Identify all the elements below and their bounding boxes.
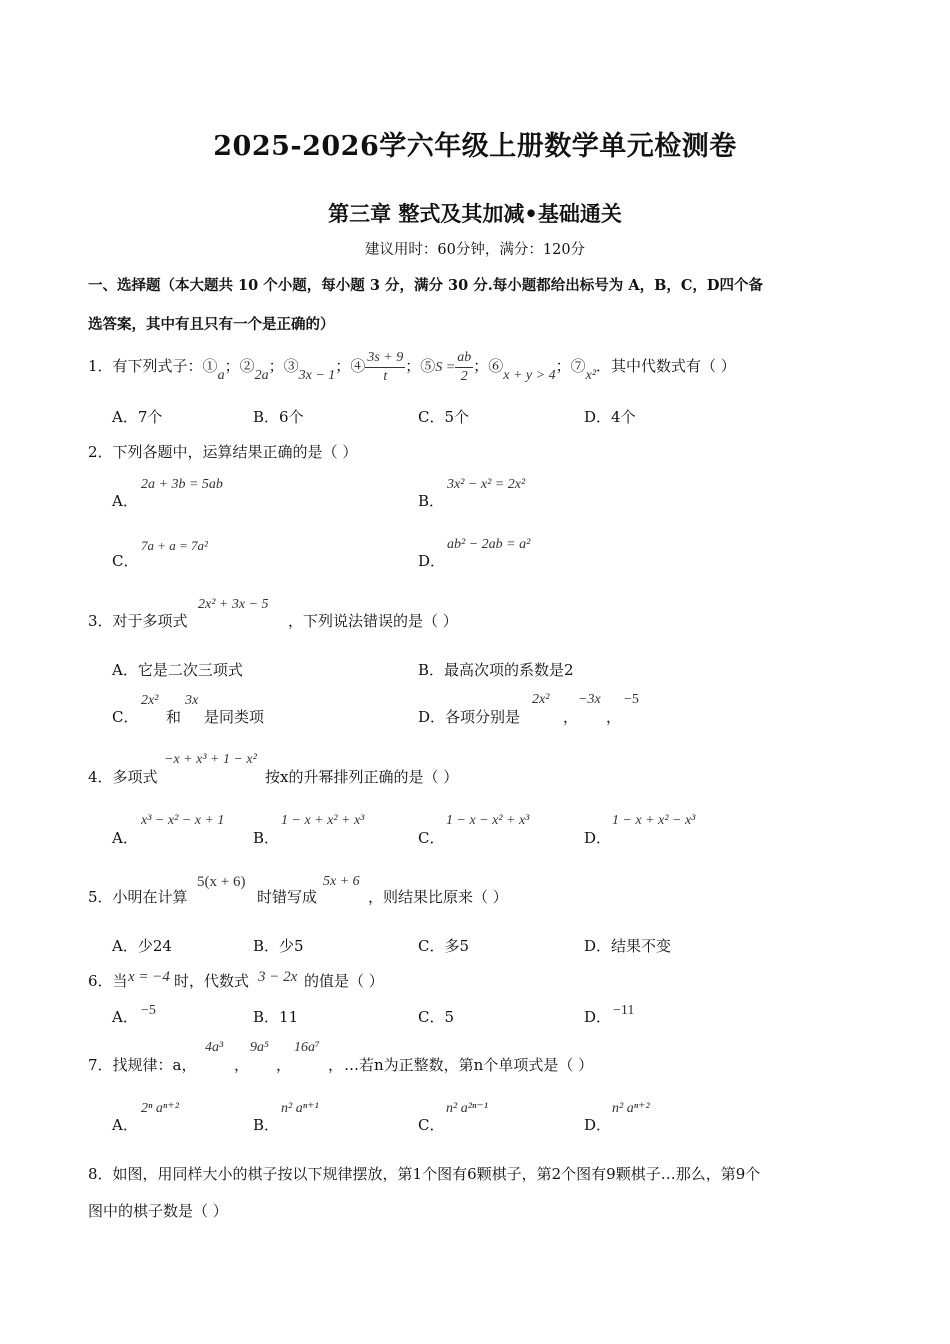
q6-condition: x = −4 bbox=[128, 969, 170, 985]
q1-circle-2: ② bbox=[239, 357, 255, 375]
q1-sep: ； bbox=[473, 357, 489, 375]
q1-expr-7: x² bbox=[585, 368, 597, 383]
q1-fraction-4 bbox=[365, 349, 405, 386]
q5-mid: 时错写成 bbox=[257, 888, 318, 906]
q1-option-a: A．7个 bbox=[112, 408, 163, 426]
q6-option-d-label: D． bbox=[584, 1008, 612, 1026]
q2-option-c-expr: 7a + a = 7a² bbox=[141, 538, 208, 553]
q1-expr-5-lhs: S = bbox=[435, 360, 456, 375]
q1-sep: ； bbox=[224, 357, 240, 375]
q3-option-a: A．它是二次三项式 bbox=[112, 661, 243, 679]
fraction-numerator: 3s + 9 bbox=[365, 349, 405, 368]
q1-fraction-5 bbox=[455, 349, 473, 386]
q1-option-c: C．5个 bbox=[418, 408, 470, 426]
q4-option-b-label: B． bbox=[253, 829, 280, 847]
section-heading-line1: 一、选择题（本大题共 10 个小题，每小题 3 分，满分 30 分.每小题都给出标号为 A，B，C，D四个备 bbox=[88, 277, 763, 294]
time-score-note: 建议用时：60分钟，满分：120分 bbox=[364, 242, 586, 258]
q1-sep: ； bbox=[405, 357, 421, 375]
q1-expr-2: 2a bbox=[254, 368, 269, 383]
q4-option-d-expr: 1 − x + x² − x³ bbox=[612, 813, 696, 828]
q6-prefix: 6．当 bbox=[88, 972, 128, 990]
q3-option-d-term2: −3x bbox=[578, 692, 601, 707]
q7-comma: ， bbox=[234, 1056, 250, 1074]
q7-prefix: 7．找规律：a， bbox=[88, 1056, 197, 1074]
q1-suffix: ．其中代数式有（ ） bbox=[596, 357, 736, 375]
q2-option-d-label: D． bbox=[418, 552, 446, 570]
q3-option-d-label: D．各项分别是 bbox=[418, 708, 521, 726]
q1-circle-4: ④ bbox=[350, 357, 366, 375]
q1-circle-6: ⑥ bbox=[488, 357, 504, 375]
q7-term-2: 9a⁵ bbox=[250, 1040, 269, 1055]
q2-option-b-expr: 3x² − x² = 2x² bbox=[447, 477, 526, 492]
q7-term-1: 4a³ bbox=[205, 1040, 224, 1055]
question-8-line1: 8．如图，用同样大小的棋子按以下规律摆放，第1个图有6颗棋子，第2个图有9颗棋子…那么，第9个 bbox=[88, 1165, 761, 1183]
chapter-subtitle: 第三章 整式及其加减•基础通关 bbox=[328, 201, 622, 226]
q3-option-d-comma: ， bbox=[606, 708, 622, 726]
q3-option-c-label: C． bbox=[112, 708, 139, 726]
q1-expr-6: x + y > 4 bbox=[503, 368, 556, 383]
q3-option-c-expr2: 3x bbox=[185, 693, 199, 708]
q4-option-c-expr: 1 − x − x² + x³ bbox=[446, 813, 530, 828]
q3-expr: 2x² + 3x − 5 bbox=[198, 597, 269, 612]
q3-option-d-term3: −5 bbox=[624, 692, 639, 707]
q1-circle-3: ③ bbox=[283, 357, 299, 375]
q6-expr: 3 − 2x bbox=[258, 969, 298, 985]
q3-option-c-mid: 和 bbox=[166, 708, 182, 726]
q6-option-d-value: −11 bbox=[613, 1003, 635, 1018]
q4-option-c-label: C． bbox=[418, 829, 445, 847]
q6-option-b: B．11 bbox=[253, 1008, 299, 1026]
q1-option-d: D．4个 bbox=[584, 408, 636, 426]
q5-prefix: 5．小明在计算 bbox=[88, 888, 188, 906]
q6-option-a-label: A． bbox=[112, 1008, 138, 1026]
q7-comma: ， bbox=[328, 1056, 344, 1074]
q5-expr2: 5x + 6 bbox=[323, 874, 360, 889]
q7-option-a-expr: 2ⁿ aⁿ⁺² bbox=[141, 1101, 179, 1116]
q7-option-c-expr: n² a²ⁿ⁻¹ bbox=[446, 1101, 488, 1116]
section-heading-line2: 选答案，其中有且只有一个是正确的） bbox=[88, 316, 335, 333]
q4-option-a-label: A． bbox=[112, 829, 138, 847]
q2-option-d-expr: ab² − 2ab = a² bbox=[447, 537, 531, 552]
q4-option-b-expr: 1 − x + x² + x³ bbox=[281, 813, 365, 828]
q2-option-a-expr: 2a + 3b = 5ab bbox=[141, 477, 223, 492]
fraction-numerator: ab bbox=[455, 349, 473, 368]
q2-option-b-label: B． bbox=[418, 492, 445, 510]
fraction-denominator: 2 bbox=[460, 368, 468, 384]
q1-option-b: B．6个 bbox=[253, 408, 304, 426]
q3-option-c-tail: 是同类项 bbox=[204, 708, 265, 726]
q7-option-d-expr: n² aⁿ⁺² bbox=[612, 1101, 650, 1116]
q3-option-c-expr1: 2x² bbox=[141, 693, 159, 708]
q1-sep: ； bbox=[555, 357, 571, 375]
q5-option-a: A．少24 bbox=[112, 937, 172, 955]
q5-option-c: C．多5 bbox=[418, 937, 470, 955]
q3-prefix: 3．对于多项式 bbox=[88, 612, 188, 630]
q5-suffix: ，则结果比原来（ ） bbox=[368, 888, 508, 906]
q7-option-b-expr: n² aⁿ⁺¹ bbox=[281, 1101, 319, 1116]
q3-option-d-comma: ， bbox=[563, 708, 579, 726]
q6-suffix: 的值是（ ） bbox=[304, 972, 384, 990]
q7-suffix: …若n为正整数，第n个单项式是（ ） bbox=[344, 1056, 594, 1074]
q3-option-b: B．最高次项的系数是2 bbox=[418, 661, 574, 679]
q4-suffix: 按x的升幂排列正确的是（ ） bbox=[265, 768, 459, 786]
q3-option-d-term1: 2x² bbox=[532, 692, 550, 707]
q1-circle-5: ⑤ bbox=[420, 357, 436, 375]
q7-option-c-label: C． bbox=[418, 1116, 445, 1134]
q5-option-b: B．少5 bbox=[253, 937, 304, 955]
fraction-denominator: t bbox=[383, 368, 388, 384]
q4-option-d-label: D． bbox=[584, 829, 612, 847]
q1-expr-3: 3x − 1 bbox=[298, 368, 336, 383]
q1-circle-7: ⑦ bbox=[570, 357, 586, 375]
q3-suffix: ，下列说法错误的是（ ） bbox=[288, 612, 458, 630]
q4-expr: −x + x³ + 1 − x² bbox=[164, 752, 257, 767]
q6-option-a-value: −5 bbox=[141, 1003, 156, 1018]
q6-mid: 时，代数式 bbox=[174, 972, 250, 990]
q1-circle-1: ① bbox=[202, 357, 218, 375]
q1-prefix: 1．有下列式子： bbox=[88, 357, 203, 375]
q4-option-a-expr: x³ − x² − x + 1 bbox=[141, 813, 225, 828]
q7-term-3: 16a⁷ bbox=[294, 1040, 320, 1055]
q5-option-d: D．结果不变 bbox=[584, 937, 672, 955]
q1-sep: ； bbox=[335, 357, 351, 375]
q6-option-c: C．5 bbox=[418, 1008, 455, 1026]
q7-comma: ， bbox=[276, 1056, 292, 1074]
q2-option-a-label: A． bbox=[112, 492, 138, 510]
q1-sep: ； bbox=[268, 357, 284, 375]
q7-option-a-label: A． bbox=[112, 1116, 138, 1134]
question-2-stem: 2．下列各题中，运算结果正确的是（ ） bbox=[88, 443, 358, 461]
q4-prefix: 4．多项式 bbox=[88, 768, 158, 786]
q1-expr-1: a bbox=[217, 368, 225, 383]
q5-expr1: 5(x + 6) bbox=[197, 874, 246, 890]
question-1-stem bbox=[88, 346, 736, 388]
q7-option-d-label: D． bbox=[584, 1116, 612, 1134]
q2-option-c-label: C． bbox=[112, 552, 139, 570]
exam-title: 2025-2026学六年级上册数学单元检测卷 bbox=[213, 131, 737, 162]
q7-option-b-label: B． bbox=[253, 1116, 280, 1134]
question-8-line2: 图中的棋子数是（ ） bbox=[88, 1202, 228, 1220]
